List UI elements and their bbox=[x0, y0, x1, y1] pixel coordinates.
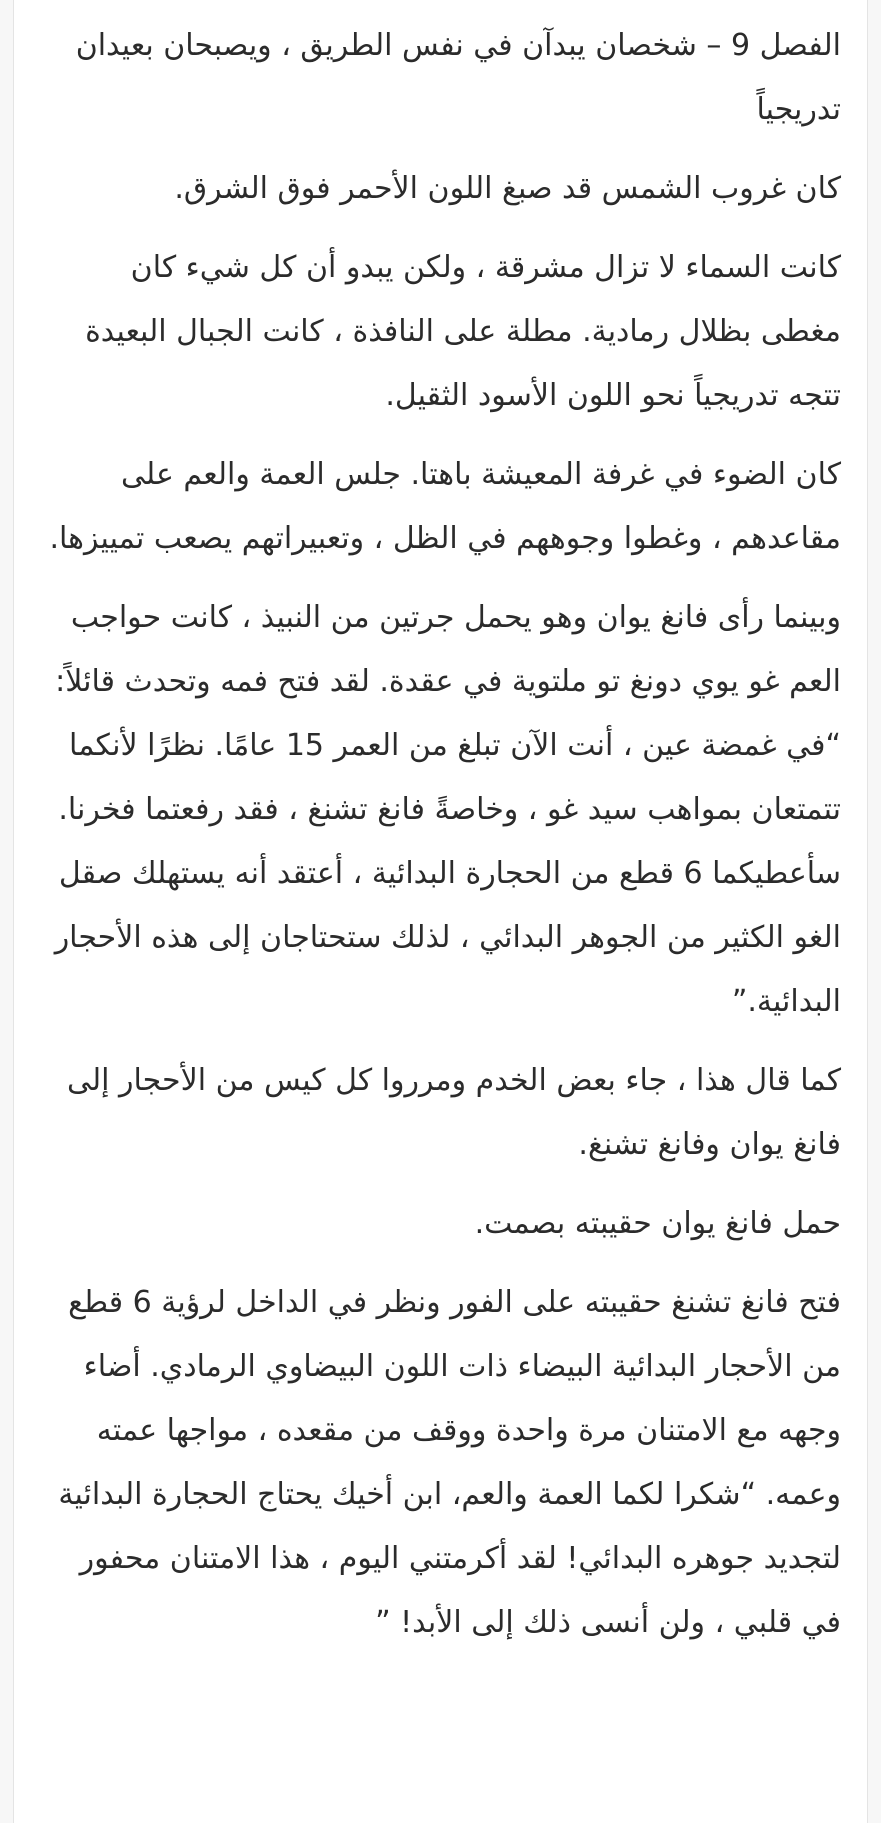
paragraph: كانت السماء لا تزال مشرقة ، ولكن يبدو أن كل شيء كان مغطى بظلال رمادية. مطلة على النافذة ، كانت الجبال البعيدة تتجه تدريجياً نحو اللون الأسود الثقيل. bbox=[85, 250, 841, 413]
paragraph: فتح فانغ تشنغ حقيبته على الفور ونظر في الداخل لرؤية 6 قطع من الأحجار البدائية البيضاء ذات اللون البيضاوي الرمادي. أضاء وجهه مع الامتنان مرة واحدة ووقف من مقعده ، مواجها عمته وعمه. “شكرا لكما العمة والعم، ابن أخيك يحتاج الحجارة البدائية لتجديد جوهره البدائي! لقد أكرمتني اليوم ، هذا الامتنان محفور في قلبي ، ولن أنسى ذلك إلى الأبد! ” bbox=[58, 1285, 841, 1640]
paragraph: كما قال هذا ، جاء بعض الخدم ومرروا كل كيس من الأحجار إلى فانغ يوان وفانغ تشنغ. bbox=[67, 1063, 841, 1162]
chapter-title: الفصل 9 – شخصان يبدآن في نفس الطريق ، ويصبحان بعيدان تدريجياً bbox=[75, 28, 841, 127]
paragraph: وبينما رأى فانغ يوان وهو يحمل جرتين من النبيذ ، كانت حواجب العم غو يوي دونغ تو ملتوية في عقدة. لقد فتح فمه وتحدث قائلاً: “في غمضة عين ، أنت الآن تبلغ من العمر 15 عامًا. نظرًا لأنكما تتمتعان بمواهب سيد غو ، وخاصةً فانغ تشنغ ، فقد رفعتما فخرنا. سأعطيكما 6 قطع من الحجارة البدائية ، أعتقد أنه يستهلك صقل الغو الكثير من الجوهر البدائي ، لذلك ستحتاجان إلى هذه الأحجار البدائية.” bbox=[54, 600, 841, 1019]
paragraph: حمل فانغ يوان حقيبته بصمت. bbox=[474, 1206, 841, 1241]
paragraph: كان غروب الشمس قد صبغ اللون الأحمر فوق الشرق. bbox=[174, 171, 841, 206]
paragraph: كان الضوء في غرفة المعيشة باهتا. جلس العمة والعم على مقاعدهم ، وغطوا وجوههم في الظل ، وتعبيراتهم يصعب تمييزها. bbox=[49, 457, 841, 556]
page-card bbox=[13, 0, 868, 1823]
chapter-content bbox=[44, 14, 841, 1670]
